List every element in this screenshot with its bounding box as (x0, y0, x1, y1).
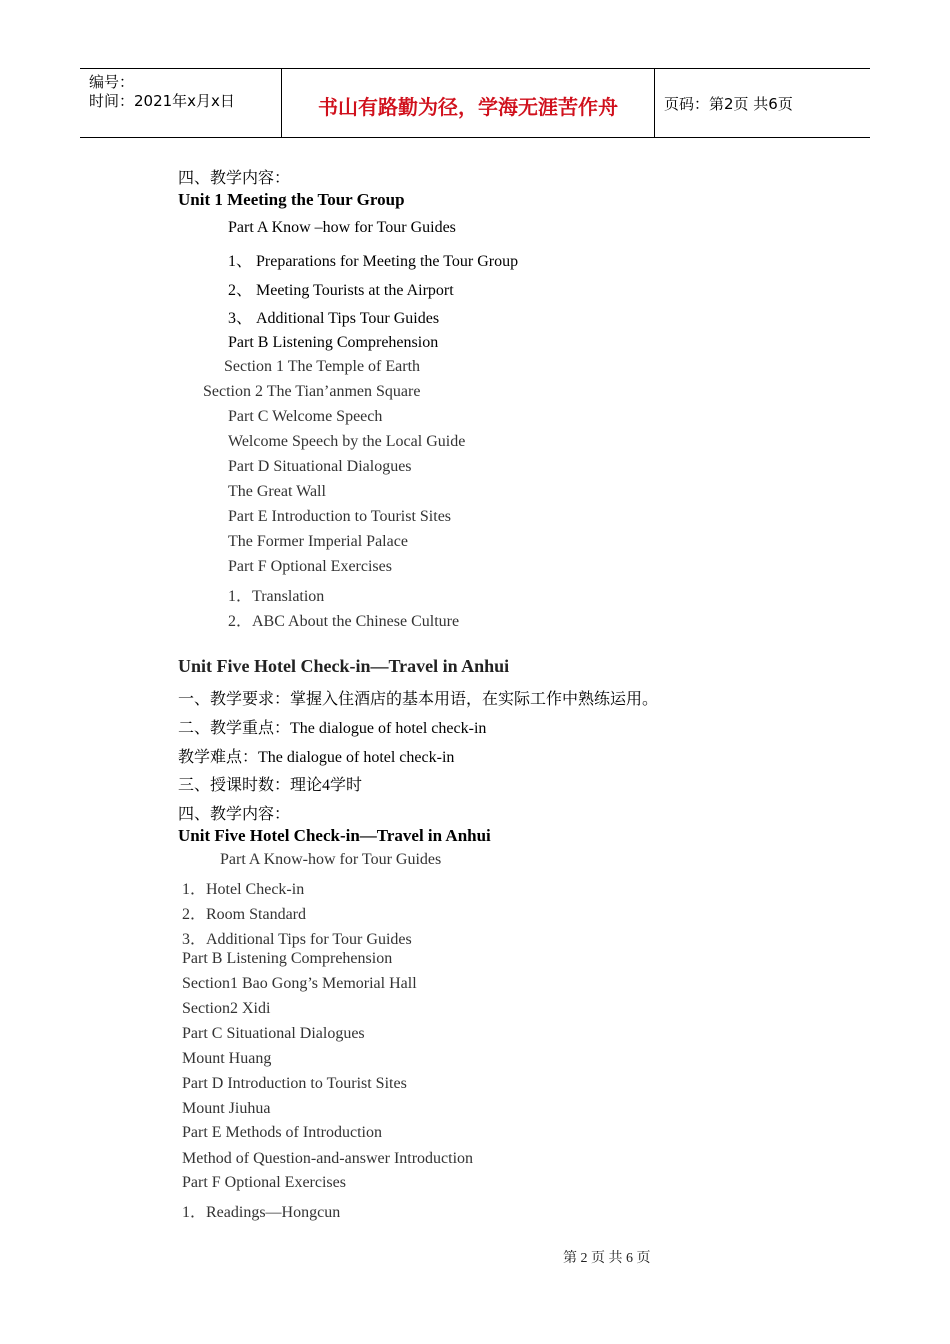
unit5-difficulty-label: 教学难点： (178, 749, 259, 766)
unit5-focus-label: 二、教学重点： (178, 720, 291, 737)
unit5-partD-item: Mount Jiuhua (182, 1100, 271, 1117)
unit5-hours: 三、授课时数：理论4学时 (178, 777, 363, 794)
unit1-itemA3: 3、 Additional Tips Tour Guides (228, 310, 440, 327)
unit5-requirements: 一、教学要求：掌握入住酒店的基本用语，在实际工作中熟练运用。 (178, 691, 659, 708)
unit1-partF: Part F Optional Exercises (228, 558, 392, 575)
unit1-partA: Part A Know –how for Tour Guides (228, 219, 456, 236)
unit1-section1: Section 1 The Temple of Earth (224, 358, 421, 375)
unit1-section2: Section 2 The Tian’anmen Square (203, 383, 421, 400)
unit5-focus (178, 715, 486, 738)
header-cell-motto (282, 69, 655, 137)
page-footer: 第 2 页 共 6 页 (563, 1251, 651, 1266)
unit5-section2: Section2 Xidi (182, 1000, 271, 1017)
unit1-itemA2: 2、 Meeting Tourists at the Airport (228, 282, 454, 299)
unit5-partE: Part E Methods of Introduction (182, 1124, 382, 1141)
unit5-partD: Part D Introduction to Tourist Sites (182, 1075, 407, 1092)
unit5-section-heading: 四、教学内容： (178, 806, 291, 823)
unit1-itemA1: 1、 Preparations for Meeting the Tour Group (228, 253, 519, 270)
unit1-partE: Part E Introduction to Tourist Sites (228, 508, 452, 525)
section-heading-content: 四、教学内容： (178, 170, 291, 187)
number-label: 编号： (89, 73, 135, 91)
unit5-partC: Part C Situational Dialogues (182, 1025, 365, 1042)
unit1-partC: Part C Welcome Speech (228, 408, 383, 425)
unit5-title2: Unit Five Hotel Check‐in—Travel in Anhui (178, 826, 491, 845)
unit5-partB: Part B Listening Comprehension (182, 950, 393, 967)
header-cell-page (655, 69, 870, 137)
header-cell-meta (80, 69, 282, 137)
unit5-section1: Section1 Bao Gong’s Memorial Hall (182, 975, 417, 992)
unit5-itemA2: 2．Room Standard (182, 906, 306, 923)
unit5-focus-value: The dialogue of hotel check-in (290, 720, 487, 737)
unit5-itemA3: 3．Additional Tips for Tour Guides (182, 931, 412, 948)
unit5-partC-item: Mount Huang (182, 1050, 272, 1067)
unit1-title: Unit 1 Meeting the Tour Group (178, 190, 405, 209)
unit5-title: Unit Five Hotel Check‐in—Travel in Anhui (178, 656, 510, 676)
unit5-partF: Part F Optional Exercises (182, 1174, 346, 1191)
unit5-partF-item1: 1．Readings—Hongcun (182, 1204, 341, 1221)
page-info: 页码：第2页 共6页 (664, 95, 793, 113)
unit5-itemA1: 1．Hotel Check‐in (182, 881, 305, 898)
motto: 书山有路勤为径，学海无涯苦作舟 (318, 95, 618, 119)
unit5-partE-item: Method of Question‐and‐answer Introduction (182, 1150, 474, 1167)
time-label: 时间：2021年x月x日 (89, 92, 235, 110)
unit1-partC-item: Welcome Speech by the Local Guide (228, 433, 466, 450)
unit1-partF-item1: 1．Translation (228, 588, 325, 605)
unit5-difficulty (178, 744, 454, 767)
unit5-difficulty-value: The dialogue of hotel check-in (258, 749, 455, 766)
unit1-partE-item: The Former Imperial Palace (228, 533, 408, 550)
unit1-partF-item2: 2．ABC About the Chinese Culture (228, 613, 460, 630)
header-table (80, 68, 870, 138)
unit1-partB: Part B Listening Comprehension (228, 334, 439, 351)
unit5-partA: Part A Know‐how for Tour Guides (220, 851, 442, 868)
unit1-partD-item: The Great Wall (228, 483, 326, 500)
unit1-partD: Part D Situational Dialogues (228, 458, 412, 475)
